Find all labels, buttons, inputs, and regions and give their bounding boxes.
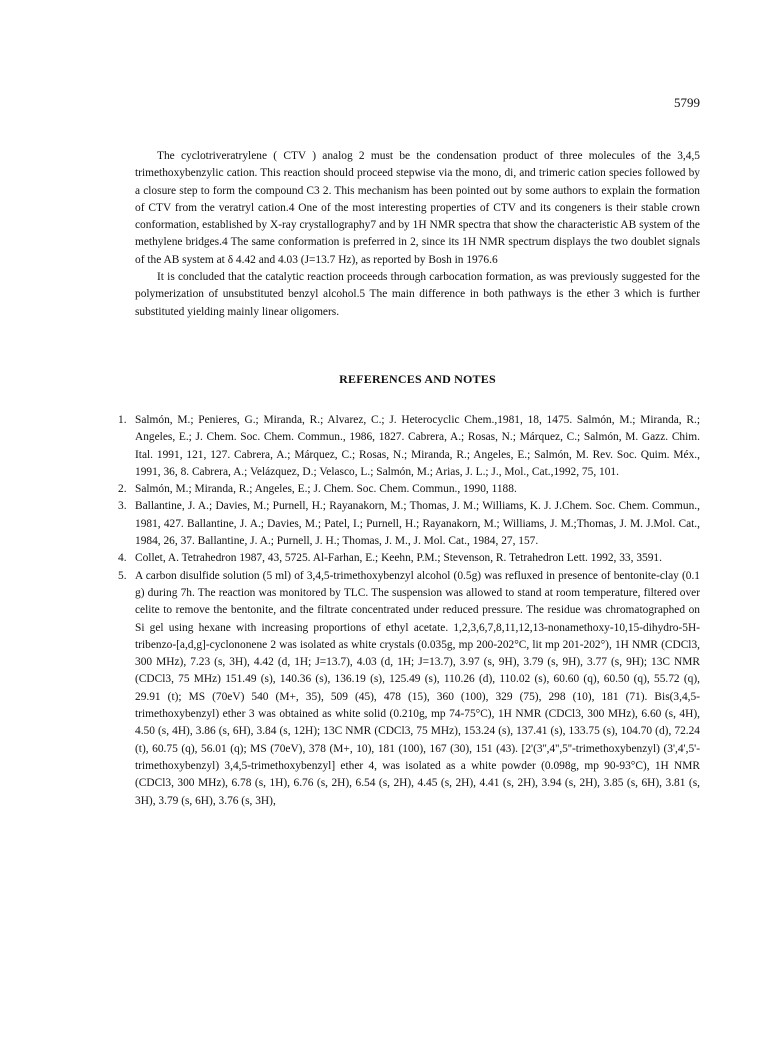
reference-text: A carbon disulfide solution (5 ml) of 3,4,5-trimethoxybenzyl alcohol (0.5g) was refluxed in presence of bentonite-clay (0.1 g) during 7h. The reaction was monitored by TLC. The suspension was allowed to stand at room temperature, filtered over celite to remove the bentonite, and the filtrate concentrated under reduced pressure. The residue was chromatographed on Si gel using hexane with increasing proportions of ethyl acetate. 1,2,3,6,7,8,11,12,13-nonamethoxy-10,15-dihydro-5H-tribenzo-[a,d,g]-cyclononene 2 was isolated as white crystals (0.035g, mp 200-202°C, lit mp 201-202°), 1H NMR (CDCl3, 300 MHz), 7.23 (s, 3H), 4.42 (d, 1H; J=13.7), 4.03 (d, 1H; J=13.7), 3.97 (s, 9H), 3.79 (s, 9H), 3.77 (s, 9H); 13C NMR (CDCl3, 75 MHz) 151.49 (s), 140.36 (s), 136.19 (s), 125.49 (s), 110.26 (d), 110.02 (s), 60.60 (q), 60.50 (q), 55.72 (q), 29.91 (t); MS (70eV) 540 (M+, 35), 509 (45), 478 (15), 360 (100), 329 (75), 298 (10), 181 (71). Bis(3,4,5-trimethoxybenzyl) ether 3 was obtained as white solid (0.210g, mp 74-75°C), 1H NMR (CDCl3, 300 MHz), 6.60 (s, 4H), 4.50 (s, 4H), 3.86 (s, 6H), 3.84 (s, 12H); 13C NMR (CDCl3, 75 MHz), 153.24 (s), 137.41 (s), 133.75 (s), 104.70 (d), 72.24 (t), 60.75 (q), 56.01 (q); MS (70eV), 378 (M+, 10), 181 (100), 167 (30), 151 (43). [2'(3'',4'',5''-trimethoxybenzyl) (3',4',5'-trimethoxybenzyl) 3,4,5-trimethoxybenzyl] ether 4, was isolated as a white powder (0.098g, mp 90-93°C), 1H NMR (CDCl3, 300 MHz), 6.78 (s, 1H), 6.76 (s, 2H), 6.54 (s, 2H), 4.45 (s, 2H), 4.41 (s, 2H), 3.94 (s, 2H), 3.85 (s, 6H), 3.81 (s, 3H), 3.79 (s, 6H), 3.76 (s, 3H), (135, 569, 700, 807)
reference-text: Ballantine, J. A.; Davies, M.; Purnell, H.; Rayanakorn, M.; Thomas, J. M.; Williams, K. J. J.Chem. Soc. Chem. Commun., 1981, 427. Ballantine, J. A.; Davies, M.; Patel, I.; Purnell, H.; Rayanakorn, M.; Williams, J. M.;Thomas, J. M. J.Mol. Cat., 1984, 26, 37. Ballantine, J. A.; Purnell, J. H.; Thomas, J. M., J. Mol. Cat., 1984, 27, 157. (135, 500, 700, 548)
reference-item (118, 481, 700, 498)
page-number: 5799 (674, 95, 700, 110)
reference-number: 3. (118, 500, 127, 513)
body-text (135, 148, 700, 321)
reference-text: Salmón, M.; Miranda, R.; Angeles, E.; J. Chem. Soc. Chem. Commun., 1990, 1188. (135, 483, 517, 496)
reference-item (118, 498, 700, 550)
paragraph: It is concluded that the catalytic reaction proceeds through carbocation formation, as was previously suggested for the polymerization of unsubstituted benzyl alcohol.5 The main difference in both pathways is the ether 3 which is further substituted yielding mainly linear oligomers. (135, 271, 700, 318)
reference-number: 2. (118, 483, 127, 496)
reference-number: 1. (118, 414, 127, 426)
reference-item (118, 568, 700, 810)
reference-item (118, 412, 700, 481)
reference-list (118, 412, 700, 810)
references-heading: REFERENCES AND NOTES (339, 372, 496, 386)
reference-text: Collet, A. Tetrahedron 1987, 43, 5725. Al-Farhan, E.; Keehn, P.M.; Stevenson, R. Tetrahedron Lett. 1992, 33, 3591. (135, 552, 662, 565)
reference-item (118, 550, 700, 567)
paragraph: The cyclotriveratrylene ( CTV ) analog 2 must be the condensation product of three molecules of the 3,4,5 trimethoxybenzylic cation. This reaction should proceed stepwise via the mono, di, and trimeric cation species followed by a closure step to form the compound C3 2. This mechanism has been pointed out by some authors to explain the formation of CTV from the veratryl cation.4 One of the most interesting properties of CTV and its congeners is their stable crown conformation, established by X-ray crystallography7 and by 1H NMR spectra that show the characteristic AB system of the methylene bridges.4 The same conformation is preferred in 2, since its 1H NMR spectrum displays the two doublet signals of the AB system at δ 4.42 and 4.03 (J=13.7 Hz), as reported by Bosh in 1976.6 (135, 150, 700, 266)
reference-number: 5. (118, 569, 127, 582)
reference-number: 4. (118, 552, 127, 565)
reference-text: Salmón, M.; Penieres, G.; Miranda, R.; Alvarez, C.; J. Heterocyclic Chem.,1981, 18, 1475. Salmón, M.; Miranda, R.; Angeles, E.; J. Chem. Soc. Chem. Commun., 1986, 1827. Cabrera, A.; Rosas, N.; Márquez, C.; Salmón, M. Gazz. Chim. Ital. 1991, 121, 127. Cabrera, A.; Márquez, C.; Rosas, N.; Miranda, R.; Angeles, E.; Salmón, M. Rev. Soc. Quim. Méx., 1991, 36, 8. Cabrera, A.; Velázquez, D.; Velasco, L.; Salmón, M.; Arias, J. L.; J., Mol., Cat.,1992, 75, 101. (135, 414, 700, 478)
